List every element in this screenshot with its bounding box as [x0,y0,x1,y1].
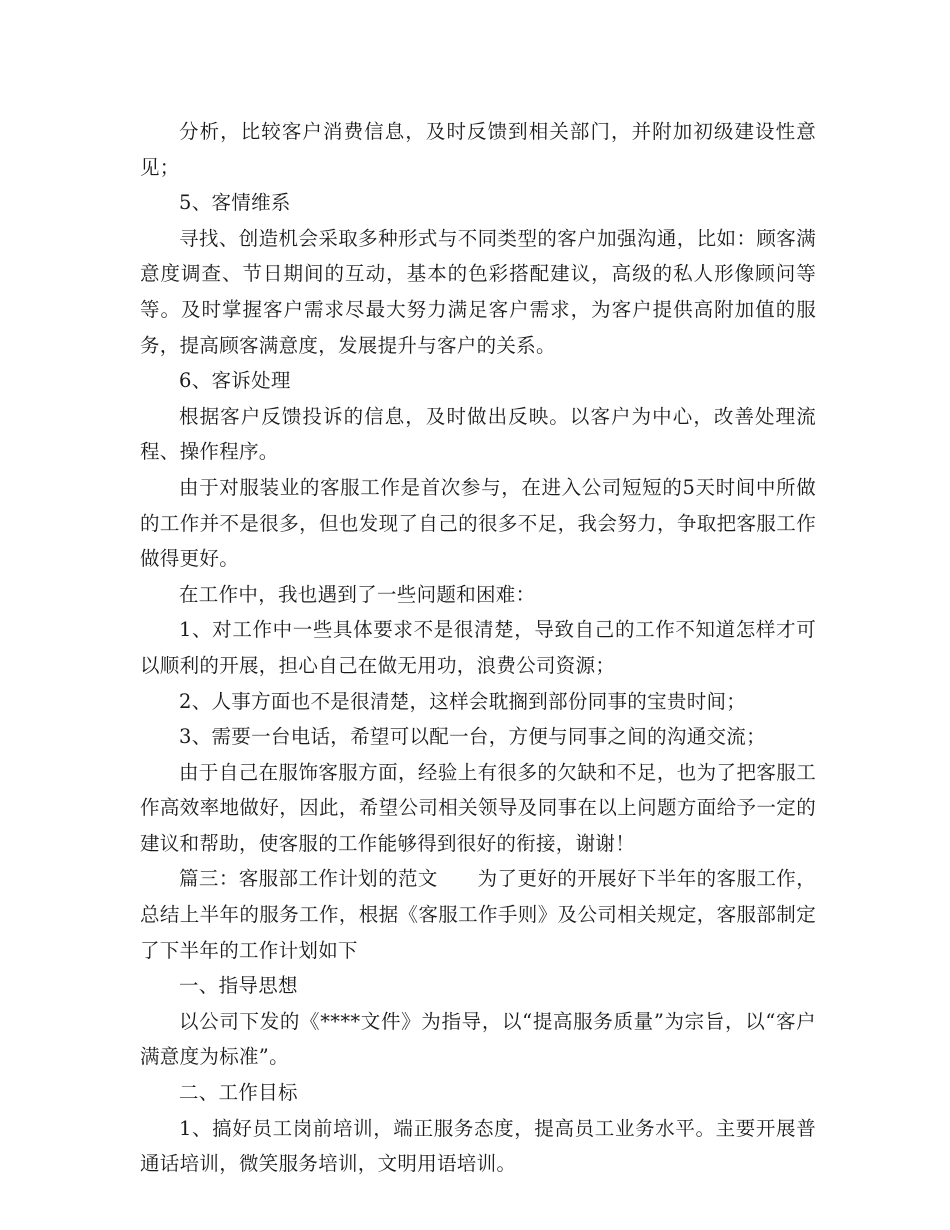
document-page [140,114,816,1182]
list-item-problem-2: 2、人事方面也不是很清楚，这样会耽搁到部份同事的宝贵时间； [179,689,747,713]
paragraph-complaint-response: 根据客户反馈投诉的信息，及时做出反映。以客户为中心，改善处理流程、操作程序。 [140,404,816,464]
heading-customer-relations: 5、客情维系 [179,191,291,215]
list-item-problem-3: 3、需要一台电话，希望可以配一台，方便与同事之间的沟通交流； [179,725,766,749]
paragraph-problems-intro: 在工作中，我也遇到了一些问题和困难： [179,582,536,606]
heading-work-goals: 二、工作目标 [179,1081,298,1105]
paragraph-guiding-ideology: 以公司下发的《****文件》为指导，以“提高服务质量”为宗旨，以“客户满意度为标准”。 [140,1009,816,1069]
paragraph-customer-communication: 寻找、创造机会采取多种形式与不同类型的客户加强沟通，比如：顾客满意度调查、节日期间的互动，基本的色彩搭配建议，高级的私人形像顾问等等。及时掌握客户需求尽最大努力满足客户需求，为客户提供高附加值的服务，提高顾客满意度，发展提升与客户的关系。 [140,226,816,357]
list-item-goal-1: 1、搞好员工岗前培训，端正服务态度，提高员工业务水平。主要开展普通话培训，微笑服务培训，文明用语培训。 [140,1116,816,1176]
paragraph-section-three: 篇三：客服部工作计划的范文 为了更好的开展好下半年的客服工作，总结上半年的服务工作，根据《客服工作手则》及公司相关规定，客服部制定了下半年的工作计划如下 [140,867,816,962]
heading-complaint-handling: 6、客诉处理 [179,369,291,393]
paragraph-first-participation: 由于对服装业的客服工作是首次参与，在进入公司短短的5天时间中所做的工作并不是很多，但也发现了自己的很多不足，我会努力，争取把客服工作做得更好。 [140,475,816,571]
list-item-problem-1: 1、对工作中一些具体要求不是很清楚，导致自己的工作不知道怎样才可以顺利的开展，担心自己在做无用功，浪费公司资源； [140,618,816,677]
paragraph-request-help: 由于自己在服饰客服方面，经验上有很多的欠缺和不足，也为了把客服工作高效率地做好，因此，希望公司相关领导及同事在以上问题方面给予一定的建议和帮助，使客服的工作能够得到很好的衔接，谢谢！ [140,760,816,855]
heading-guiding-ideology: 一、指导思想 [179,974,298,998]
paragraph-analysis: 分析，比较客户消费信息，及时反馈到相关部门，并附加初级建设性意见； [140,120,816,179]
